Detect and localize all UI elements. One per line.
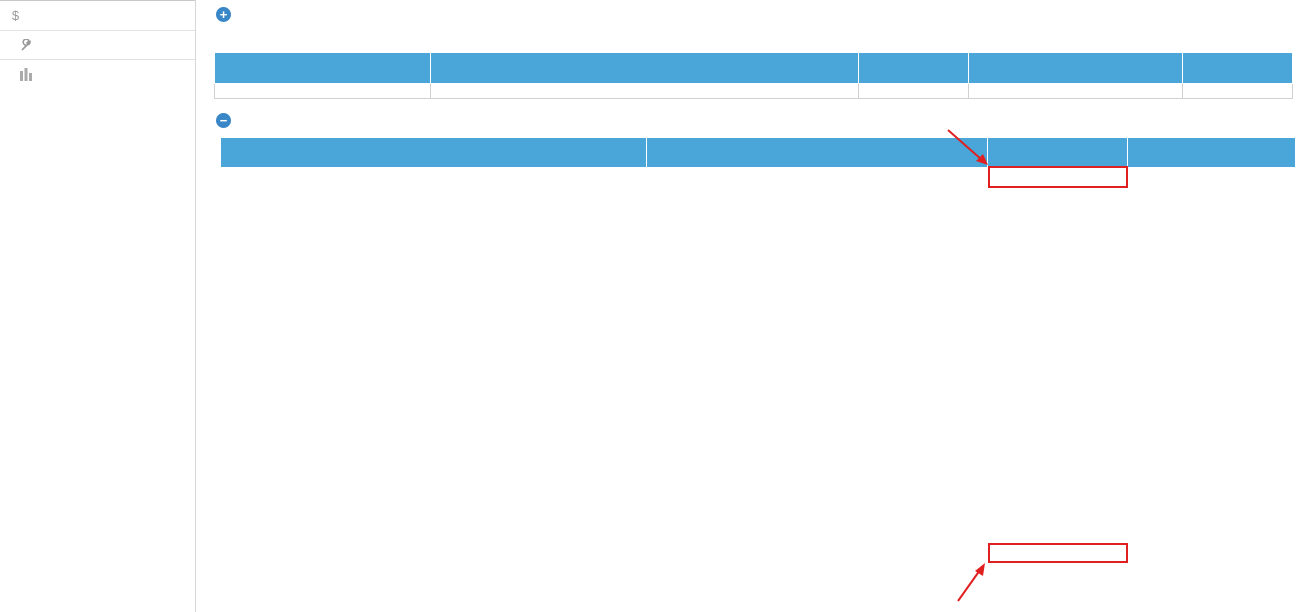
cell-unidade <box>859 84 969 99</box>
demo-section-heading[interactable] <box>216 113 238 128</box>
cell-descricao <box>431 84 859 99</box>
cell-ativo <box>1183 84 1293 99</box>
expand-circle-icon[interactable]: + <box>216 7 231 22</box>
wrench-icon <box>18 39 34 52</box>
collapse-circle-icon[interactable]: − <box>216 113 231 128</box>
col-discriminacao[interactable] <box>221 138 647 168</box>
cell-codigo <box>215 84 431 99</box>
sidebar-section-relatorios[interactable] <box>0 59 195 88</box>
sidebar-section-configuracoes[interactable] <box>0 30 195 59</box>
sidebar <box>0 0 196 612</box>
col-unidade[interactable] <box>859 53 969 84</box>
col-descricao[interactable] <box>431 53 859 84</box>
highlight-box-lucro-liquido <box>988 543 1128 563</box>
sidebar-section-custos[interactable] <box>0 0 195 30</box>
dollar-icon: $ <box>11 8 20 23</box>
table-row[interactable] <box>215 84 1293 99</box>
col-formula[interactable] <box>647 138 988 168</box>
main-content <box>210 0 1295 612</box>
col-codigo[interactable] <box>215 53 431 84</box>
col-percentual[interactable] <box>1128 138 1296 168</box>
bar-chart-icon <box>18 68 34 81</box>
results-table <box>220 137 1296 168</box>
product-table <box>214 52 1293 99</box>
highlight-box-preco-bruto <box>988 166 1128 188</box>
col-tipo[interactable] <box>969 53 1183 84</box>
info-section-heading[interactable] <box>216 7 238 22</box>
col-ativo[interactable] <box>1183 53 1293 84</box>
col-valor[interactable] <box>988 138 1128 168</box>
cell-tipo <box>969 84 1183 99</box>
